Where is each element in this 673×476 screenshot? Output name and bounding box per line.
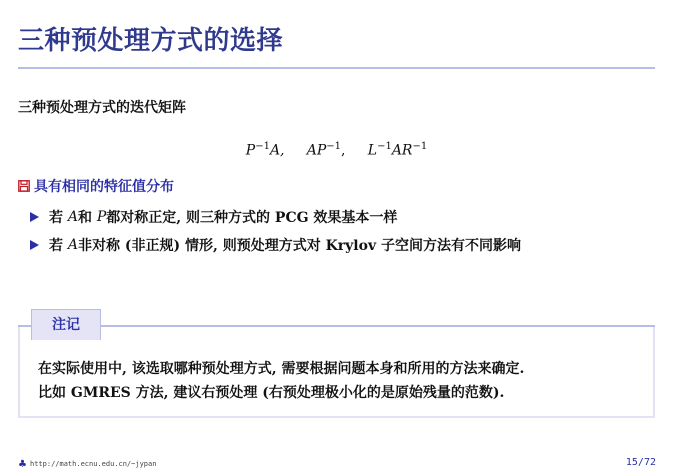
bullet-1-var-p: P bbox=[96, 209, 107, 225]
note-line-1: 在实际使用中, 该选取哪种预处理方式, 需要根据问题本身和所用的方法来确定. bbox=[38, 361, 525, 377]
matrix-3-middle: AR bbox=[391, 142, 413, 159]
section-heading: 三种预处理方式的迭代矩阵 bbox=[18, 100, 186, 116]
note-line-2: 比如 GMRES 方法, 建议右预处理 (右预处理极小化的是原始残量的范数). bbox=[38, 385, 505, 401]
page-number: 15/72 bbox=[625, 457, 656, 468]
bullet-1-mid: 和 bbox=[78, 210, 92, 226]
bullet-2-text: 非对称 (非正规) 情形, 则预处理方式对 Krylov 子空间方法有不同影响 bbox=[78, 238, 521, 254]
title-divider bbox=[18, 67, 655, 69]
slide-title: 三种预处理方式的选择 bbox=[18, 26, 284, 56]
university-logo-icon: ♣ bbox=[18, 459, 27, 470]
iteration-matrices bbox=[0, 141, 673, 159]
note-box bbox=[18, 327, 655, 418]
list-item bbox=[30, 203, 521, 231]
matrix-1-base: P bbox=[245, 142, 256, 159]
note-box-label: 注记 bbox=[31, 309, 101, 340]
list-item bbox=[30, 231, 521, 259]
highlight-line bbox=[18, 176, 174, 196]
matrix-3-exponent: −1 bbox=[377, 141, 392, 152]
bullet-2-var-a: A bbox=[67, 237, 78, 253]
matrix-3-base: L bbox=[367, 142, 378, 159]
footer-url-link[interactable]: http://math.ecnu.edu.cn/~jypan bbox=[30, 460, 157, 468]
bullet-1-var-a: A bbox=[67, 209, 78, 225]
bullet-1-text: 都对称正定, 则三种方式的 PCG 效果基本一样 bbox=[106, 210, 398, 226]
matrix-3-exponent-2: −1 bbox=[412, 141, 428, 152]
save-icon bbox=[18, 180, 30, 192]
matrix-2-exponent: −1 bbox=[326, 141, 342, 152]
matrix-1-tail: A, bbox=[269, 142, 285, 159]
matrix-2-base: AP bbox=[306, 142, 327, 159]
bullet-list bbox=[30, 203, 521, 259]
highlight-text: 具有相同的特征值分布 bbox=[34, 179, 174, 195]
bullet-1-prefix: 若 bbox=[49, 210, 63, 226]
bullet-2-prefix: 若 bbox=[49, 238, 63, 254]
triangle-bullet-icon bbox=[30, 212, 39, 222]
matrix-2-tail: , bbox=[341, 142, 346, 159]
triangle-bullet-icon bbox=[30, 240, 39, 250]
matrix-1-exponent: −1 bbox=[255, 141, 270, 152]
